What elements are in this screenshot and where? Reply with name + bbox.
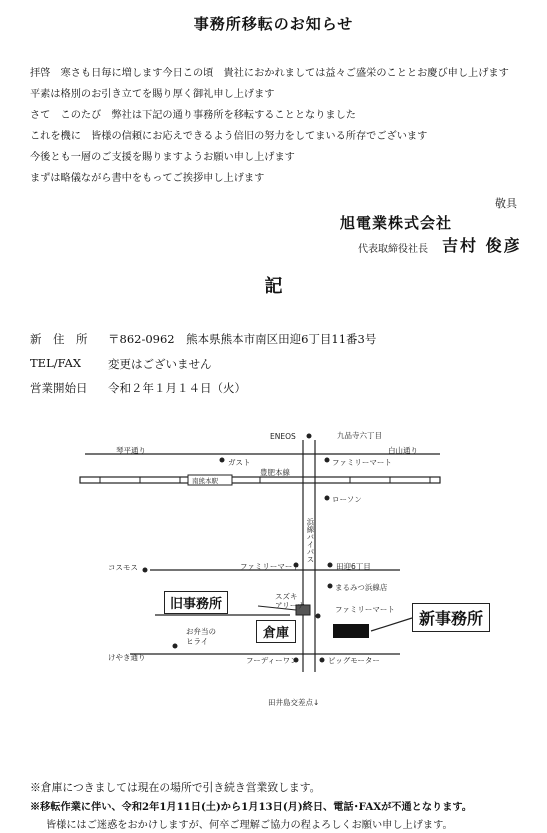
label-hamasen: 浜線バイパス	[306, 518, 315, 563]
label-marumitsu: まるみつ浜線店	[335, 583, 388, 592]
label-family-mid: ファミリーマート	[240, 562, 300, 571]
label-bento: お弁当の ヒライ	[186, 627, 216, 646]
letter-line-2: 平素は格別のお引き立てを賜り厚く御礼申し上げます	[30, 89, 275, 100]
note-warehouse: ※倉庫につきましては現在の場所で引き続き営業致します。	[30, 781, 321, 794]
label-keyaki: けやき通り	[108, 653, 146, 662]
ki-heading: 記	[264, 276, 283, 297]
start-date-value: 令和２年１月１４日（火）	[108, 381, 246, 395]
letter-line-3: さて このたび 弊社は下記の通り事務所を移転することとなりました	[30, 110, 356, 121]
letter-line-4: これを機に 皆様の信頼にお応えできるよう倍旧の努力をしてまいる所存でございます	[30, 131, 428, 142]
letter-line-1: 拝啓 寒さも日毎に増します今日この頃 貴社におかれましては益々ご盛栄のこととお慶び申し上げます	[30, 68, 509, 79]
new-office-label: 新事務所	[412, 603, 490, 632]
label-kuhonji: 九品寺六丁目	[337, 431, 382, 440]
label-suzuki: スズキ アリーナ	[275, 592, 305, 610]
label-tamukae: 田迎6丁目	[336, 562, 371, 571]
label-hakuzan: 白山通り	[388, 446, 418, 455]
label-sakuragi: 琴平通り	[116, 446, 146, 455]
note-apology: 皆様にはご迷惑をおかけしますが、何卒ご理解ご協力の程よろしくお願い申し上げます。	[46, 820, 453, 831]
closing-word: 敬具	[495, 197, 517, 210]
old-office-label: 旧事務所	[164, 591, 228, 614]
representative-name: 吉村 俊彦	[442, 236, 522, 255]
label-cosmos: コスモス	[108, 563, 138, 572]
label-eneos: ENEOS	[270, 432, 296, 441]
company-name: 旭電業株式会社	[340, 214, 453, 232]
label-minamikumamoto: 南熊本駅	[192, 477, 218, 485]
page-title: 事務所移転のお知らせ	[193, 15, 354, 33]
note-outage: ※移転作業に伴い、令和2年1月11日(土)から1月13日(月)終日、電話･FAXが不通となります。	[30, 801, 472, 813]
label-bigmotor: ビッグモーター	[328, 656, 380, 665]
label-family-top: ファミリーマート	[332, 458, 392, 467]
new-office-leader	[371, 618, 412, 631]
address-label: 新 住 所	[30, 332, 88, 346]
telfax-label: TEL/FAX	[30, 356, 82, 370]
label-houhi: 豊肥本線	[260, 468, 290, 477]
letter-line-5: 今後とも一層のご支援を賜りますようお願い申し上げます	[30, 152, 295, 163]
new-office-building	[333, 624, 369, 638]
label-family-new: ファミリーマート	[335, 605, 395, 614]
representative-title: 代表取締役社長	[358, 244, 428, 255]
start-date-label: 営業開始日	[30, 381, 88, 395]
location-map	[0, 420, 547, 780]
label-tai: 田井島交差点↓	[268, 698, 320, 707]
address-value: 〒862-0962 熊本県熊本市南区田迎6丁目11番3号	[108, 332, 377, 346]
label-lawson: ローソン	[332, 495, 362, 504]
letter-line-6: まずは略儀ながら書中をもってご挨拶申し上げます	[30, 173, 265, 184]
label-gust: ガスト	[228, 458, 251, 467]
telfax-value: 変更はございません	[108, 357, 212, 371]
warehouse-label: 倉庫	[256, 620, 296, 643]
label-foodway: フーディーワン	[246, 656, 298, 665]
